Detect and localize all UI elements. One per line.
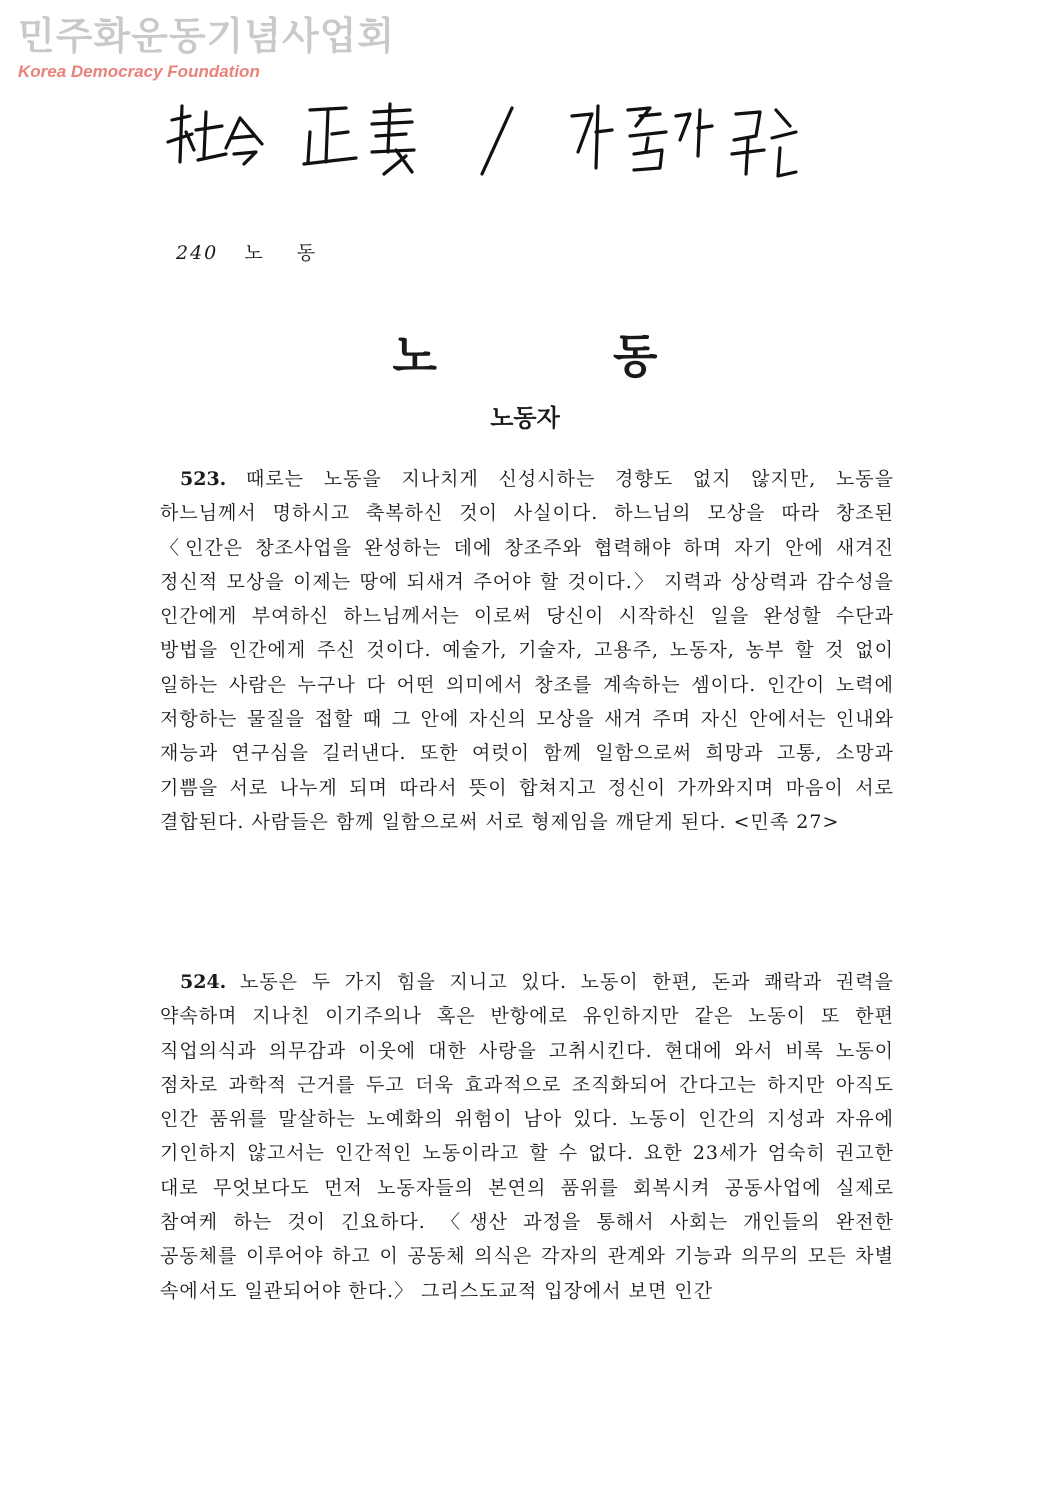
foundation-watermark: [18, 14, 396, 82]
section-title: 노동자: [490, 404, 560, 432]
watermark-english: Korea Democracy Foundation: [18, 62, 260, 81]
running-head: [176, 238, 329, 265]
watermark-korean: 민주화운동기념사업회: [18, 14, 396, 58]
paragraph-523: [160, 462, 894, 839]
running-head-title: 노 동: [244, 242, 330, 264]
paragraph-524: [160, 965, 894, 1308]
paragraph-number: 523.: [180, 468, 227, 490]
paragraph-text: 노동은 두 가지 힘을 지니고 있다. 노동이 한편, 돈과 쾌락과 권력을 약속하며 지나친 이기주의나 혹은 반항에로 유인하지만 같은 노동이 또 한편 직업의식과 의무감과 이웃에 대한 사랑을 고취시킨다. 현대에 와서 비록 노동이 점차로 과학적 근거를 두고 더욱 효과적으로 조직화되어 간다고는 하지만 아직도 인간 품위를 말살하는 노예화의 위험이 남아 있다. 노동이 인간의 지성과 자유에 기인하지 않고서는 인간적인 노동이라고 할 수 없다. 요한 23세가 엄숙히 권고한 대로 무엇보다도 먼저 노동자들의 본연의 품위를 회복시켜 공동사업에 실제로 참여케 하는 것이 긴요하다. 〈생산 과정을 통해서 사회는 개인들의 완전한 공동체를 이루어야 하고 이 공동체 의식은 각자의 관계와 기능과 의무의 모든 차별 속에서도 일관되어야 한다.〉 그리스도교적 입장에서 보면 인간: [160, 971, 894, 1302]
paragraph-number: 524.: [180, 971, 227, 993]
handwritten-note: [160, 92, 800, 192]
page-number: 240: [176, 242, 219, 264]
chapter-title: 노 동: [392, 329, 738, 383]
paragraph-text: 때로는 노동을 지나치게 신성시하는 경향도 없지 않지만, 노동을 하느님께서 명하시고 축복하신 것이 사실이다. 하느님의 모상을 따라 창조된 〈인간은 창조사업을 완성하는 데에 창조주와 협력해야 하며 자기 안에 새겨진 정신적 모상을 이제는 땅에 되새겨 주어야 할 것이다.〉 지력과 상상력과 감수성을 인간에게 부여하신 하느님께서는 이로써 당신이 시작하신 일을 완성할 수단과 방법을 인간에게 주신 것이다. 예술가, 기술자, 고용주, 노동자, 농부 할 것 없이 일하는 사람은 누구나 다 어떤 의미에서 창조를 계속하는 셈이다. 인간이 노력에 저항하는 물질을 접할 때 그 안에 자신의 모상을 새겨 주며 자신 안에서는 인내와 재능과 연구심을 길러낸다. 또한 여럿이 함께 일함으로써 희망과 고통, 소망과 기쁨을 서로 나누게 되며 따라서 뜻이 합쳐지고 정신이 가까와지며 마음이 서로 결합된다. 사람들은 함께 일함으로써 서로 형제임을 깨닫게 된다. <민족 27>: [160, 468, 894, 833]
